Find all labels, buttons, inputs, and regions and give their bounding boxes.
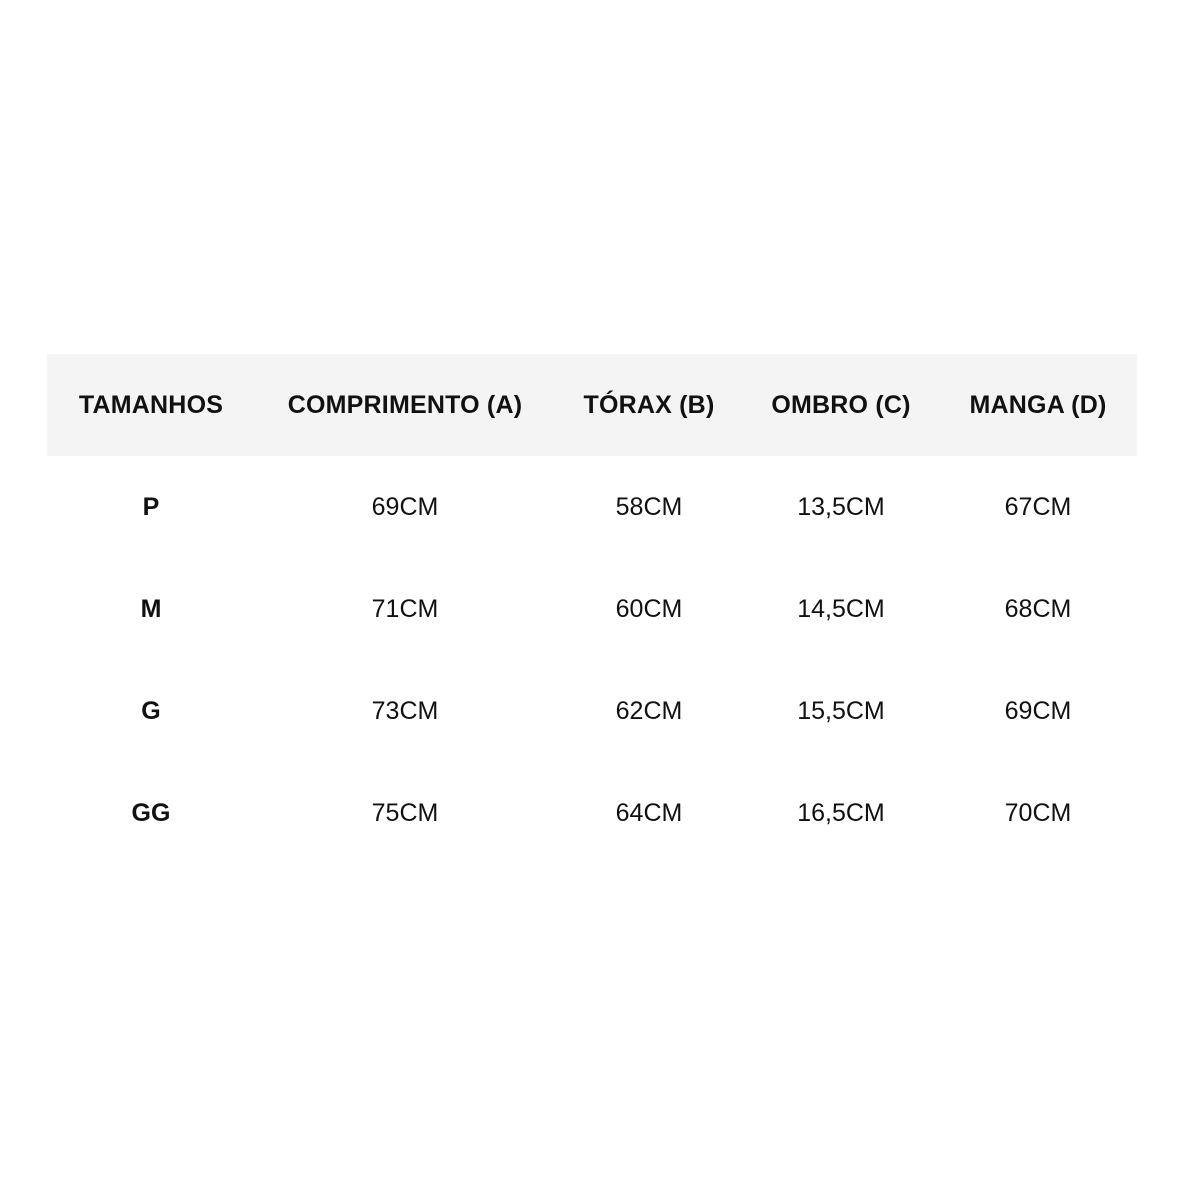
size-chart-header (47, 354, 1137, 456)
size-label: P (142, 492, 160, 521)
ombro-value: 16,5CM (797, 798, 885, 827)
torax-value: 60CM (615, 594, 683, 623)
size-chart-table (47, 354, 1137, 864)
manga-value: 69CM (1004, 696, 1072, 725)
header-manga: MANGA (D) (969, 390, 1107, 419)
manga-value: 70CM (1004, 798, 1072, 827)
torax-value: 58CM (615, 492, 683, 521)
header-comprimento: COMPRIMENTO (A) (287, 390, 523, 419)
comprimento-value: 71CM (371, 594, 439, 623)
ombro-value: 14,5CM (797, 594, 885, 623)
ombro-value: 13,5CM (797, 492, 885, 521)
table-row (47, 660, 1137, 762)
size-label: M (140, 594, 162, 623)
torax-value: 64CM (615, 798, 683, 827)
header-ombro: OMBRO (C) (771, 390, 911, 419)
table-row (47, 456, 1137, 558)
header-torax: TÓRAX (B) (583, 390, 715, 419)
comprimento-value: 75CM (371, 798, 439, 827)
table-row (47, 762, 1137, 864)
size-label: GG (131, 798, 171, 827)
header-tamanhos: TAMANHOS (78, 390, 224, 419)
comprimento-value: 73CM (371, 696, 439, 725)
manga-value: 67CM (1004, 492, 1072, 521)
torax-value: 62CM (615, 696, 683, 725)
table-row (47, 558, 1137, 660)
comprimento-value: 69CM (371, 492, 439, 521)
manga-value: 68CM (1004, 594, 1072, 623)
header-row (47, 354, 1137, 456)
size-label: G (141, 696, 161, 725)
ombro-value: 15,5CM (797, 696, 885, 725)
size-chart-body (47, 456, 1137, 864)
